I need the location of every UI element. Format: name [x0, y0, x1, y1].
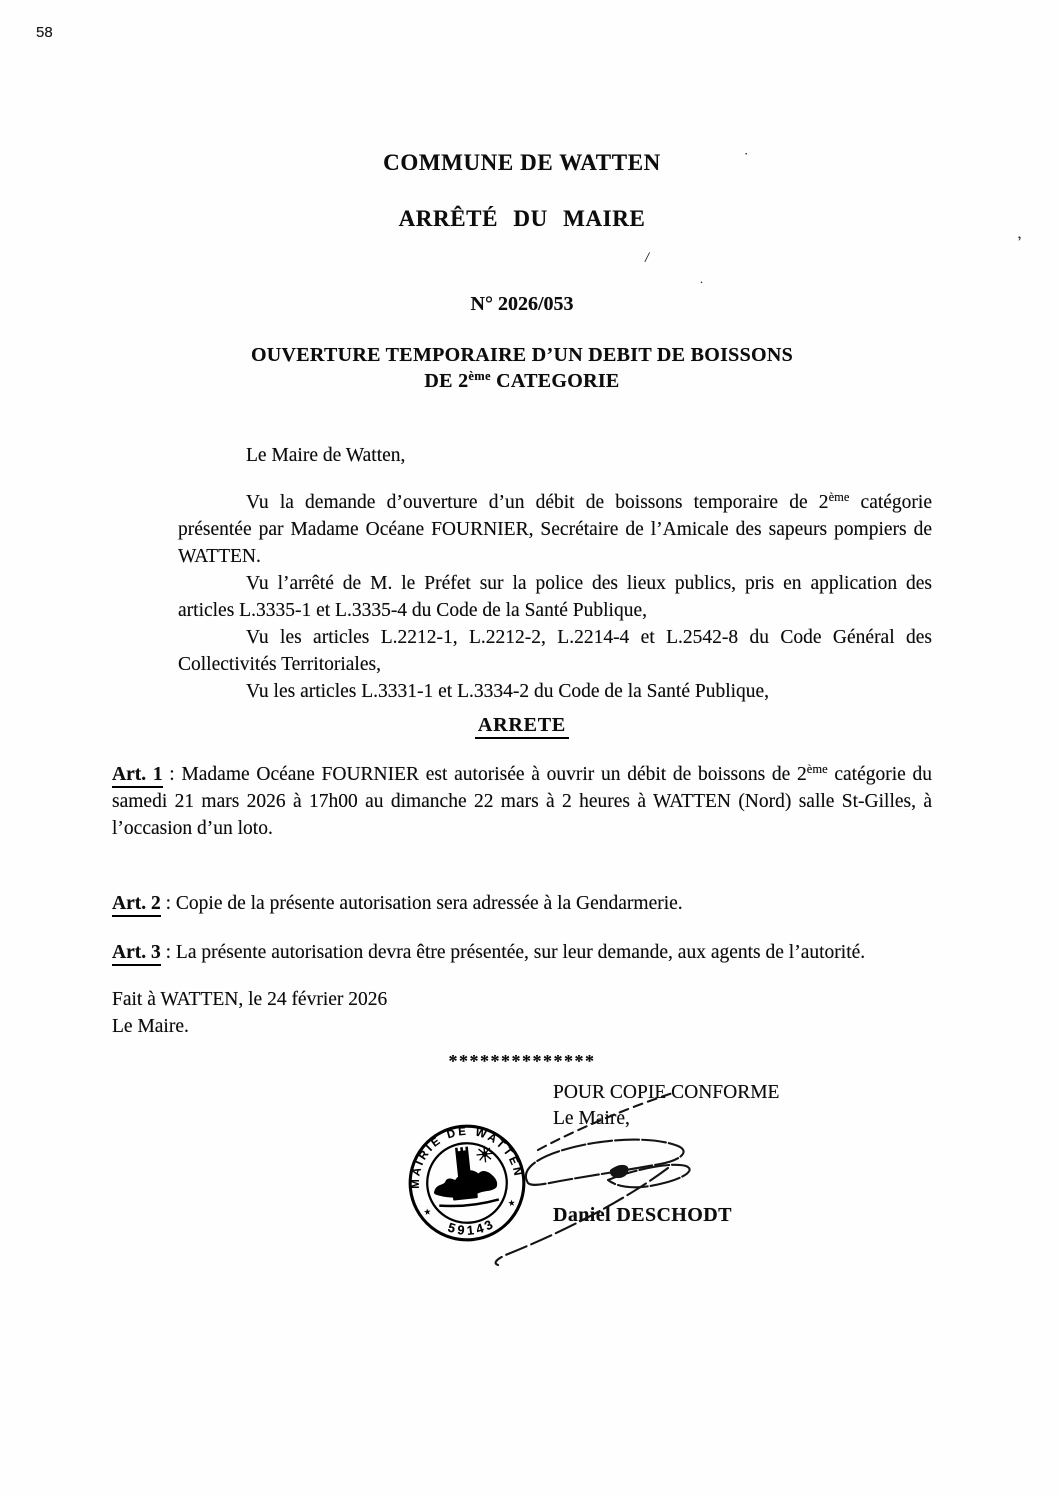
recital-arrete-prefet: Vu l’arrêté de M. le Préfet sur la police des lieux publics, pris en application des articles L.3335-1 et L.3335-4 du Code de la Santé Publique,: [178, 573, 932, 621]
page-number: 58: [36, 24, 53, 41]
superscript-eme: ème: [806, 762, 828, 776]
place-and-date: Fait à WATTEN, le 24 février 2026: [112, 989, 388, 1010]
article-3-label: Art. 3: [112, 942, 161, 966]
article-1-label: Art. 1: [112, 764, 163, 788]
article-2: Art. 2 : Copie de la présente autorisation sera adressée à la Gendarmerie.: [112, 890, 932, 917]
signer-role-line: Le Maire,: [553, 1108, 630, 1129]
stamp-postal-code: 59143: [446, 1215, 498, 1238]
act-number: N° 2026/053: [470, 293, 574, 315]
scan-artifact: ,: [1015, 225, 1023, 243]
recital-cgct: Vu les articles L.2212-1, L.2212-2, L.2214-4 et L.2542-8 du Code Général des Collectivités Territoriales,: [178, 627, 932, 675]
subject-line-2: DE 2ème CATEGORIE: [424, 369, 620, 392]
subject-line-1: OUVERTURE TEMPORAIRE D’UN DEBIT DE BOISSONS: [250, 344, 794, 366]
salutation: Le Maire de Watten,: [246, 445, 406, 466]
commune-title: COMMUNE DE WATTEN: [383, 150, 661, 175]
decision-heading: ARRETE: [112, 713, 932, 737]
scan-artifact: ·: [744, 146, 749, 161]
star-separator: **************: [448, 1051, 596, 1071]
recital-demande: Vu la demande d’ouverture d’un débit de boissons temporaire de 2ème catégorie présentée par Madame Océane FOURNIER, Secrétaire de l’Amicale des sapeurs pompiers de WATTEN.: [178, 490, 932, 567]
subject-heading: [112, 342, 932, 394]
superscript-eme: ème: [828, 490, 850, 504]
mairie-stamp-seal-icon: [399, 1115, 535, 1251]
signer-name: Daniel DESCHODT: [553, 1204, 732, 1226]
document-type-title: ARRÊTÉ DU MAIRE: [398, 206, 646, 231]
article-2-label: Art. 2: [112, 893, 161, 917]
superscript-eme: ème: [468, 369, 491, 383]
recitals-block: [178, 489, 932, 705]
stamp-ring-text: MAIRIE DE WATTEN: [409, 1125, 524, 1189]
certification-block: [553, 1080, 779, 1228]
recital-sante-publique: Vu les articles L.3331-1 et L.3334-2 du Code de la Santé Publique,: [246, 681, 770, 702]
stamp-star-icon: ★: [423, 1206, 432, 1218]
copy-conform-line: POUR COPIE CONFORME: [553, 1082, 780, 1103]
scan-artifact: /: [643, 249, 651, 267]
article-1: Art. 1 : Madame Océane FOURNIER est autorisée à ouvrir un débit de boissons de 2ème catégorie du samedi 21 mars 2026 à 17h00 au dimanche 22 mars à 2 heures à WATTEN (Nord) salle St-Gilles, à l’occasion d’un loto.: [112, 762, 933, 839]
stamp-star-icon: ★: [507, 1197, 516, 1209]
article-3: Art. 3 : La présente autorisation devra être présentée, sur leur demande, aux agents de l’autorité.: [112, 939, 932, 966]
scan-artifact: .: [700, 272, 703, 286]
signatory-role: Le Maire.: [112, 1016, 189, 1037]
